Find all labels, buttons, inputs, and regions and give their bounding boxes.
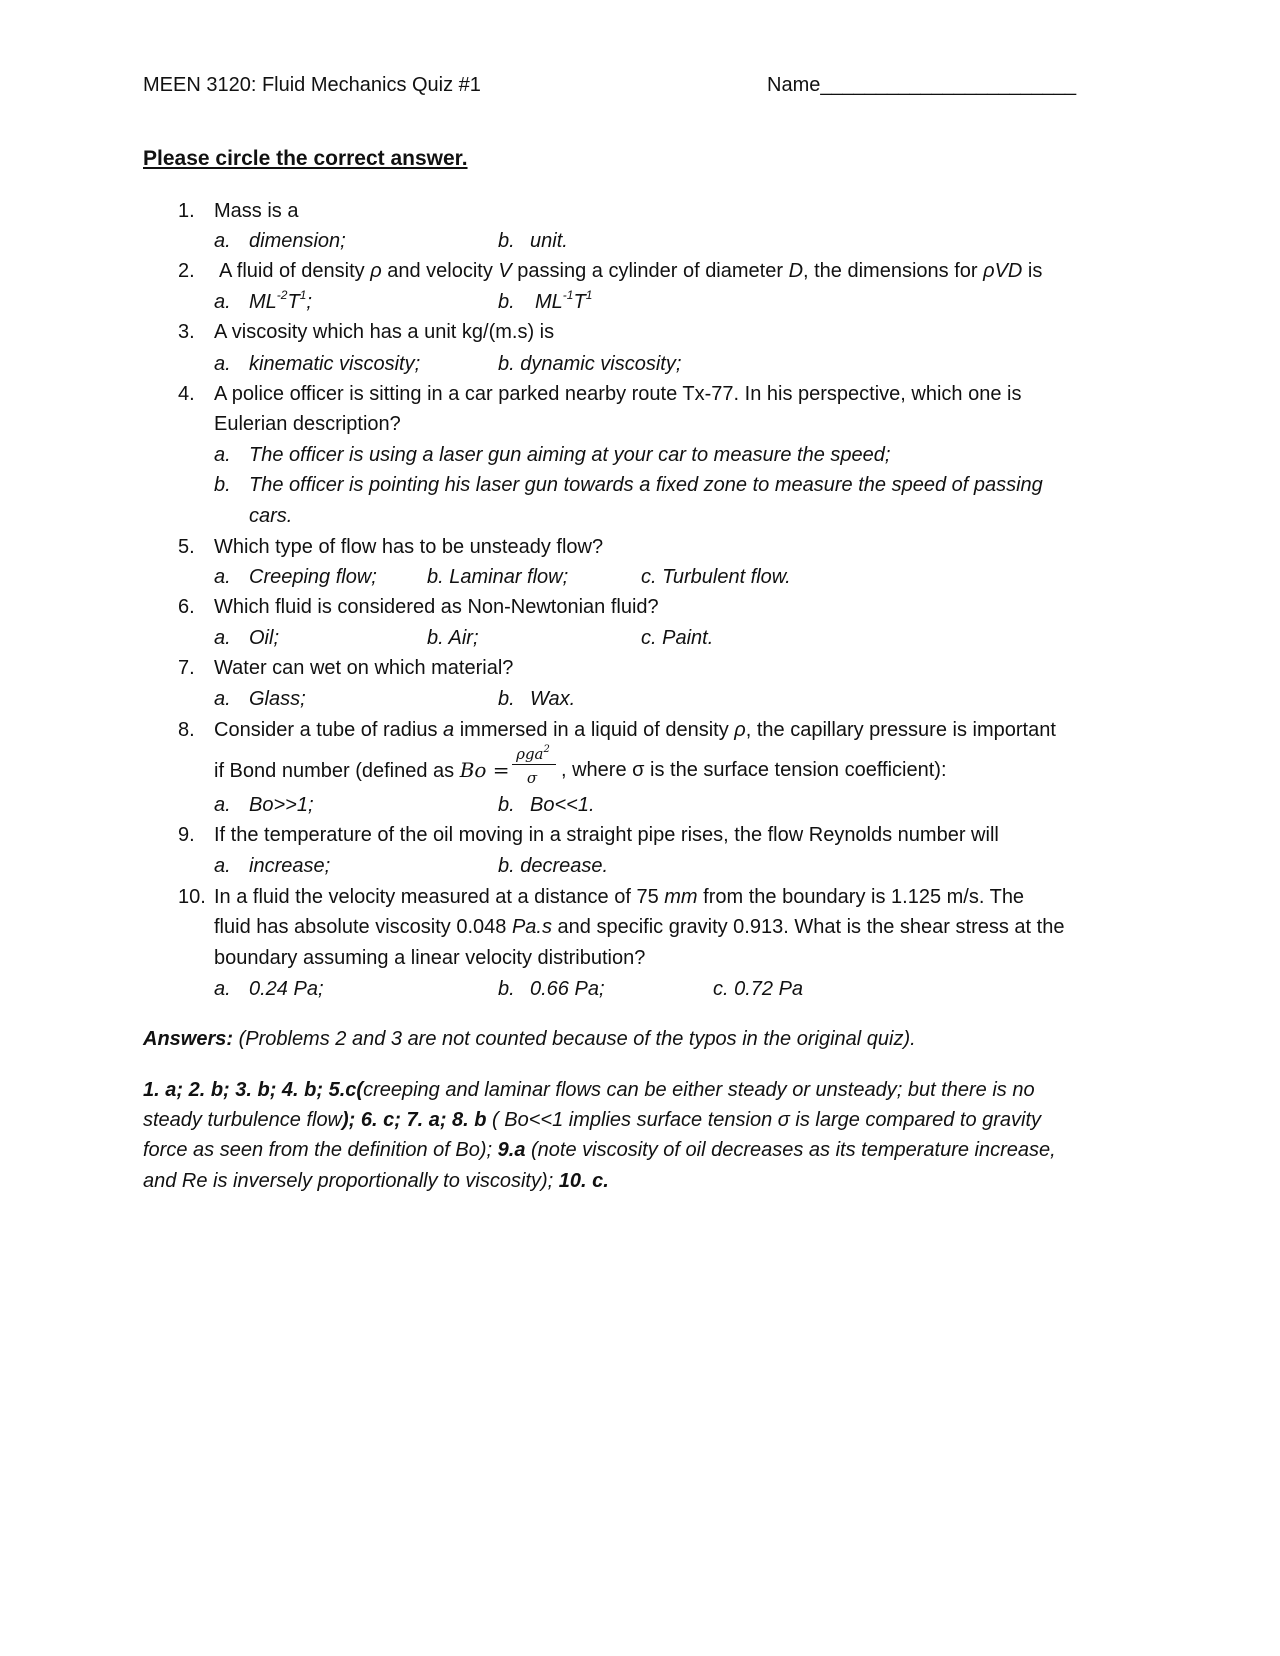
option-text: 0.66 Pa; — [530, 978, 605, 1000]
answers-line: and Re is inversely proportionally to viscosity); 10. c. — [143, 1170, 609, 1192]
option-letter: b. — [498, 230, 515, 252]
question-text: Mass is a — [214, 200, 299, 222]
question-text: A fluid of density ρ and velocity V passing a cylinder of diameter D, the dimensions for ρVD is — [219, 260, 1043, 282]
question-number: 1. — [178, 200, 195, 222]
question-text: Eulerian description? — [214, 413, 401, 435]
question-text: If the temperature of the oil moving in a straight pipe rises, the flow Reynolds number will — [214, 824, 999, 846]
answers-line: steady turbulence flow); 6. c; 7. a; 8. b ( Bo<<1 implies surface tension σ is large compared to gravity — [143, 1109, 1042, 1131]
fraction-numerator: ρga$^2$ — [516, 744, 550, 763]
option-text: increase; — [249, 855, 331, 877]
question-number: 10. — [178, 886, 206, 908]
option-letter: b. — [498, 291, 515, 313]
option-text: Bo>>1; — [249, 794, 314, 816]
option-letter: a. — [214, 794, 231, 816]
option-text: cars. — [249, 505, 293, 527]
question-number: 2. — [178, 260, 195, 282]
question-number: 3. — [178, 321, 195, 343]
bond-number-definition-end: , where σ is the surface tension coefficient): — [561, 759, 947, 781]
course-title: MEEN 3120: Fluid Mechanics Quiz #1 — [143, 74, 481, 96]
option-letter: a. — [214, 566, 231, 588]
option-text: b. Air; — [427, 627, 479, 649]
option-text: b. Laminar flow; — [427, 566, 569, 588]
option-text: Wax. — [530, 688, 576, 710]
question-text: Which type of flow has to be unsteady flow? — [214, 536, 604, 558]
question-number: 6. — [178, 596, 195, 618]
option-text: Bo<<1. — [530, 794, 595, 816]
instruction: Please circle the correct answer. — [143, 147, 468, 170]
option-letter: b. — [498, 794, 515, 816]
option-letter: b. — [498, 978, 515, 1000]
question-text: Water can wet on which material? — [214, 657, 514, 679]
option-text: $ML^{-2}T^1$; — [249, 288, 312, 313]
option-text: kinematic viscosity; — [249, 353, 421, 375]
question-number: 5. — [178, 536, 195, 558]
option-text: c. Turbulent flow. — [641, 566, 791, 588]
fraction-bar — [512, 764, 556, 765]
option-text: The officer is using a laser gun aiming at your car to measure the speed; — [249, 444, 891, 466]
option-letter: a. — [214, 855, 231, 877]
fraction-denominator: σ — [526, 769, 538, 787]
option-text: b. decrease. — [498, 855, 609, 877]
option-text: 0.24 Pa; — [249, 978, 324, 1000]
option-text: b. dynamic viscosity; — [498, 353, 682, 375]
question-text: Consider a tube of radius a immersed in a liquid of density ρ, the capillary pressure is important — [214, 719, 1056, 741]
option-letter: a. — [214, 978, 231, 1000]
question-text: boundary assuming a linear velocity distribution? — [214, 947, 646, 969]
question-text: In a fluid the velocity measured at a distance of 75 mm from the boundary is 1.125 m/s. The — [214, 886, 1025, 908]
question-number: 7. — [178, 657, 195, 679]
option-letter: a. — [214, 688, 231, 710]
option-text: dimension; — [249, 230, 346, 252]
question-number: 4. — [178, 383, 195, 405]
answers-line: force as seen from the definition of Bo); 9.a (note viscosity of oil decreases as its temperature increase, — [143, 1139, 1056, 1161]
option-text: Glass; — [249, 688, 306, 710]
option-letter: b. — [214, 474, 231, 496]
option-letter: a. — [214, 353, 231, 375]
option-letter: a. — [214, 444, 231, 466]
question-text: A police officer is sitting in a car parked nearby route Tx-77. In his perspective, which one is — [214, 383, 1022, 405]
option-text: Oil; — [249, 627, 279, 649]
option-text: Creeping flow; — [249, 566, 377, 588]
answers-header: Answers: (Problems 2 and 3 are not counted because of the typos in the original quiz). — [143, 1028, 916, 1050]
question-text: A viscosity which has a unit kg/(m.s) is — [214, 321, 555, 343]
option-text: c. Paint. — [641, 627, 714, 649]
option-letter: a. — [214, 627, 231, 649]
question-text: Which fluid is considered as Non-Newtonian fluid? — [214, 596, 659, 618]
option-letter: a. — [214, 230, 231, 252]
option-text: $ML^{-1}T^1$ — [535, 288, 593, 313]
option-text: The officer is pointing his laser gun towards a fixed zone to measure the speed of passing — [249, 474, 1043, 496]
question-text: fluid has absolute viscosity 0.048 Pa.s and specific gravity 0.913. What is the shear stress at the — [214, 916, 1065, 938]
option-text: unit. — [530, 230, 568, 252]
question-number: 9. — [178, 824, 195, 846]
answers-line: 1. a; 2. b; 3. b; 4. b; 5.c(creeping and laminar flows can be either steady or unsteady; but there is no — [143, 1079, 1035, 1101]
question-number: 8. — [178, 719, 195, 741]
option-letter: a. — [214, 291, 231, 313]
name-field-label: Name_______________________ — [767, 74, 1077, 96]
bond-number-definition: if Bond number (defined as Bo = — [214, 758, 510, 782]
option-text: c. 0.72 Pa — [713, 978, 804, 1000]
option-letter: b. — [498, 688, 515, 710]
